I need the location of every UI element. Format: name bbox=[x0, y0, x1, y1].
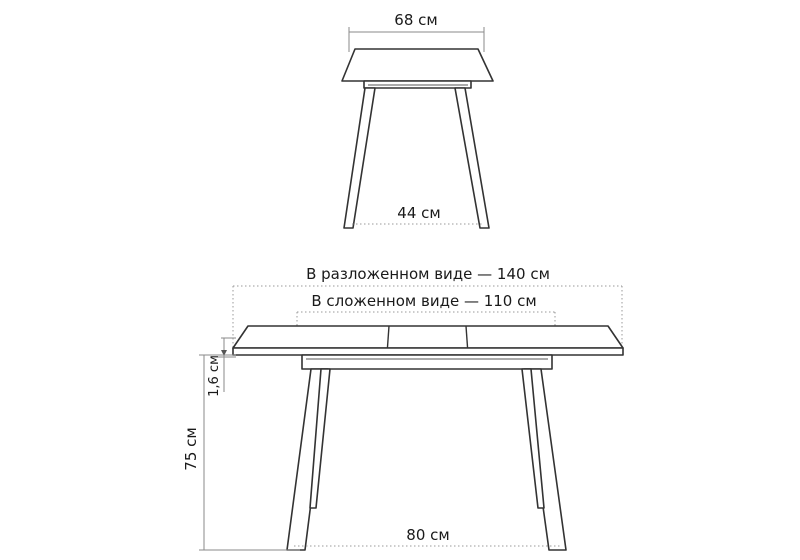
front-tabletop-edge bbox=[233, 348, 623, 355]
height-dimension bbox=[182, 355, 300, 550]
leg-span-80-dimension bbox=[294, 526, 562, 546]
side-left-leg bbox=[344, 88, 375, 228]
leg-span-44-label: 44 см bbox=[397, 204, 441, 222]
thickness-dimension bbox=[207, 338, 236, 397]
folded-length-dimension bbox=[297, 292, 555, 330]
leg-span-44-dimension bbox=[352, 204, 483, 224]
side-right-leg bbox=[455, 88, 489, 228]
extended-length-label: В разложенном виде — 140 см bbox=[306, 265, 550, 283]
thickness-label: 1,6 см bbox=[207, 355, 222, 397]
table-front-view bbox=[182, 265, 623, 550]
width-68-dimension bbox=[349, 11, 484, 52]
table-side-view bbox=[342, 11, 493, 228]
folded-length-label: В сложенном виде — 110 см bbox=[311, 292, 537, 310]
height-label: 75 см bbox=[182, 427, 200, 471]
front-tabletop bbox=[233, 326, 623, 348]
leg-span-80-label: 80 см bbox=[406, 526, 450, 544]
front-underframe bbox=[302, 355, 552, 369]
side-tabletop bbox=[342, 49, 493, 81]
width-68-label: 68 см bbox=[394, 11, 438, 29]
